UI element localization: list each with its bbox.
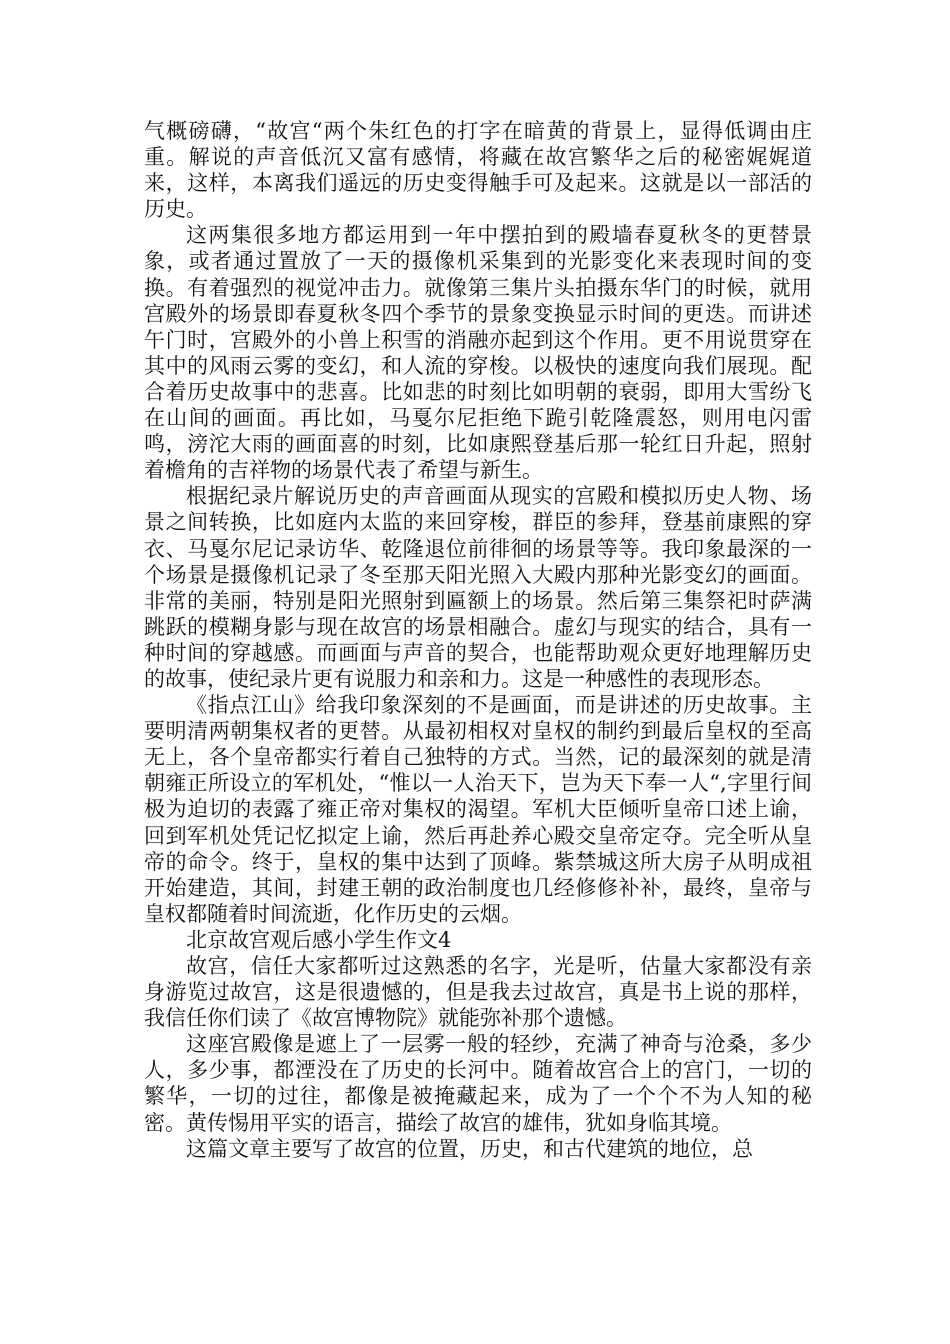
paragraph-4: 《指点江山》给我印象深刻的不是画面，而是讲述的历史故事。主要明清两朝集权者的更替。从最初相权对皇权的制约到最后皇权的至高无上，各个皇帝都实行着自己独特的方式。当然，记的最深刻的就是清朝雍正所设立的军机处，“惟以一人治天下，岂为天下奉一人“,字里行间极为迫切的表露了雍正帝对集权的渴望。军机大臣倾听皇帝口述上谕，回到军机处凭记忆拟定上谕，然后再赴养心殿交皇帝定夺。完全听从皇帝的命令。终于，皇权的集中达到了顶峰。紫禁城这所大房子从明成祖开始建造，其间，封建王朝的政治制度也几经修修补补，最终，皇帝与皇权都随着时间流逝，化作历史的云烟。 (144, 693, 812, 926)
paragraph-1: 气概磅礴，“故宫“两个朱红色的打字在暗黄的背景上，显得低调由庄重。解说的声音低沉又富有感情，将藏在故宫繁华之后的秘密娓娓道来，这样，本离我们遥远的历史变得触手可及起来。这就是以一部活的历史。 (144, 119, 812, 222)
document-page (144, 118, 812, 1162)
paragraph-7: 这篇文章主要写了故宫的位置，历史，和古代建筑的地位，总 (186, 1136, 753, 1161)
essay-heading: 北京故宫观后感小学生作文4 (186, 927, 452, 952)
paragraph-5: 故宫，信任大家都听过这熟悉的名字，光是听，估量大家都没有亲身游览过故宫，这是很遗憾的，但是我去过故宫，真是书上说的那样，我信任你们读了《故宫博物院》就能弥补那个遗憾。 (144, 954, 812, 1031)
paragraph-3: 根据纪录片解说历史的声音画面从现实的宫殿和模拟历史人物、场景之间转换，比如庭内太监的来回穿梭，群臣的参拜，登基前康熙的穿衣、马戛尔尼记录访华、乾隆退位前徘徊的场景等等。我印象最深的一个场景是摄像机记录了冬至那天阳光照入大殿内那种光影变幻的画面。非常的美丽，特别是阳光照射到匾额上的场景。然后第三集祭祀时萨满跳跃的模糊身影与现在故宫的场景相融合。虚幻与现实的结合，具有一种时间的穿越感。而画面与声音的契合，也能帮助观众更好地理解历史的故事，使纪录片更有说服力和亲和力。这是一种感性的表现形态。 (144, 484, 812, 691)
paragraph-2: 这两集很多地方都运用到一年中摆拍到的殿墙春夏秋冬的更替景象，或者通过置放了一天的摄像机采集到的光影变化来表现时间的变换。有着强烈的视觉冲击力。就像第三集片头拍摄东华门的时候，就用宫殿外的场景即春夏秋冬四个季节的景象变换显示时间的更迭。而讲述午门时，宫殿外的小兽上积雪的消融亦起到这个作用。更不用说贯穿在其中的风雨云雾的变幻，和人流的穿梭。以极快的速度向我们展现。配合着历史故事中的悲喜。比如悲的时刻比如明朝的衰弱，即用大雪纷飞在山间的画面。再比如，马戛尔尼拒绝下跪引乾隆震怒，则用电闪雷鸣，滂沱大雨的画面喜的时刻，比如康熙登基后那一轮红日升起，照射着檐角的吉祥物的场景代表了希望与新生。 (144, 223, 812, 483)
paragraph-6: 这座宫殿像是遮上了一层雾一般的轻纱，充满了神奇与沧桑，多少人，多少事，都湮没在了历史的长河中。随着故宫合上的宫门，一切的繁华，一切的过往，都像是被掩藏起来，成为了一个个不为人知的秘密。黄传惕用平实的语言，描绘了故宫的雄伟，犹如身临其境。 (144, 1032, 812, 1135)
